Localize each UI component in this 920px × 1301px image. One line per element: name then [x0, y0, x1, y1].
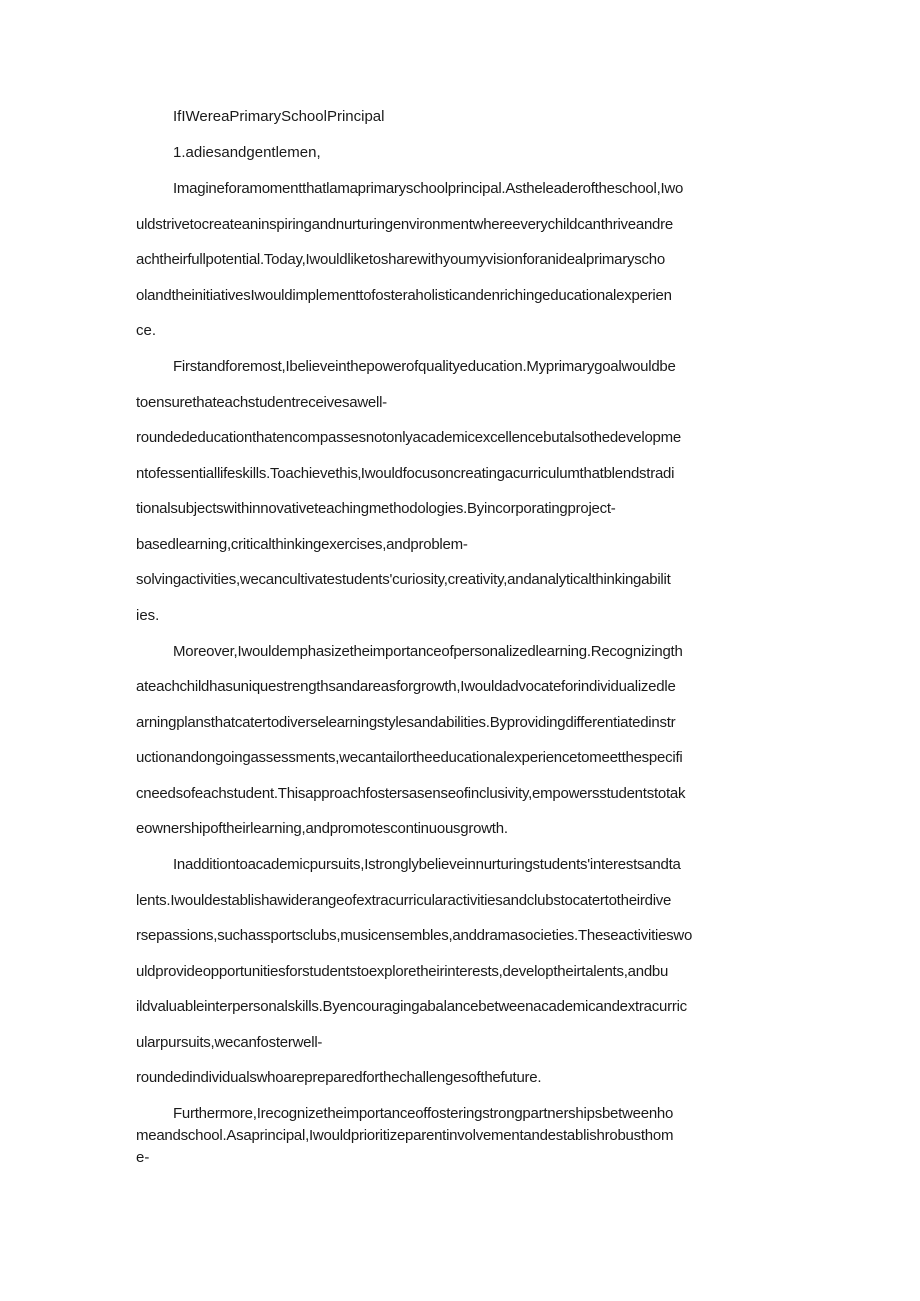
text-line: cneedsofeachstudent.Thisapproachfostersasenseofinclusivity,empowersstudentstotak [136, 785, 686, 802]
document-title: IfIWereaPrimarySchoolPrincipal [173, 108, 385, 125]
text-line: achtheirfullpotential.Today,Iwouldliketosharewithyoumyvisionforanidealprimaryscho [136, 251, 665, 268]
text-line: arningplansthatcatertodiverselearningstylesandabilities.Byprovidingdifferentiatedinstr [136, 714, 676, 731]
text-line: Moreover,Iwouldemphasizetheimportanceofpersonalizedlearning.Recognizingth [173, 643, 683, 660]
text-line: meandschool.Asaprincipal,Iwouldprioritizeparentinvolvementandestablishrobusthom [136, 1127, 674, 1144]
text-line: ntofessentiallifeskills.Toachievethis‚Iwouldfocusoncreatingacurriculumthatblendstradi [136, 465, 675, 482]
text-line: e- [136, 1149, 150, 1166]
text-line: roundededucationthatencompassesnotonlyacademicexcellencebutalsothedevelopme [136, 429, 681, 446]
text-line: ateachchildhasuniquestrengthsandareasforgrowth,Iwouldadvocateforindividualizedle [136, 678, 676, 695]
text-line: ularpursuits,wecanfosterwell- [136, 1034, 323, 1051]
text-line: roundedindividualswhoarepreparedforthechallengesofthefuture. [136, 1069, 542, 1086]
text-line: toensurethateachstudentreceivesawell- [136, 394, 387, 411]
text-line: uldstrivetocreateaninspiringandnurturingenvironmentwhereeverychildcanthriveandre [136, 216, 673, 233]
text-line: Firstandforemost,Ibelieveinthepowerofqualityeducation.Myprimarygoalwouldbe [173, 358, 676, 375]
text-line: uldprovideopportunitiesforstudentstoexploretheirinterests,developtheirtalents,andbu [136, 963, 669, 980]
text-line: olandtheinitiativesIwouldimplementtofosteraholisticandenrichingeducationalexperien [136, 287, 672, 304]
text-line: tionalsubjectswithinnovativeteachingmethodologies.Byincorporatingproject- [136, 500, 616, 517]
text-line: Imagineforamomentthatlamaprimaryschoolprincipal.Astheleaderoftheschool,Iwo [173, 180, 684, 197]
text-line: Inadditiontoacademicpursuits,Istronglybelieveinnurturingstudents'interestsandta [173, 856, 681, 873]
text-line: rsepassions,suchassportsclubs,musicensembles,anddramasocieties.Theseactivitieswo [136, 927, 693, 944]
text-line: Furthermore,Irecognizetheimportanceoffosteringstrongpartnershipsbetweenho [173, 1105, 674, 1122]
text-line: ce. [136, 322, 157, 339]
salutation: 1.adiesandgentlemen, [173, 144, 321, 161]
text-line: ildvaluableinterpersonalskills.Byencouragingabalancebetweenacademicandextracurric [136, 998, 687, 1015]
text-line: lents.Iwouldestablishawiderangeofextracurricularactivitiesandclubstocatertotheirdive [136, 892, 672, 909]
text-line: uctionandongoingassessments,wecantailortheeducationalexperiencetomeetthespecifi [136, 749, 683, 766]
text-line: basedlearning,criticalthinkingexercises,andproblem- [136, 536, 468, 553]
text-line: solvingactivities,wecancultivatestudents'curiosity,creativity,andanalyticalthinkingabilit [136, 571, 671, 588]
text-line: ies. [136, 607, 160, 624]
text-line: eownershipoftheirlearning,andpromotescontinuousgrowth. [136, 820, 508, 837]
